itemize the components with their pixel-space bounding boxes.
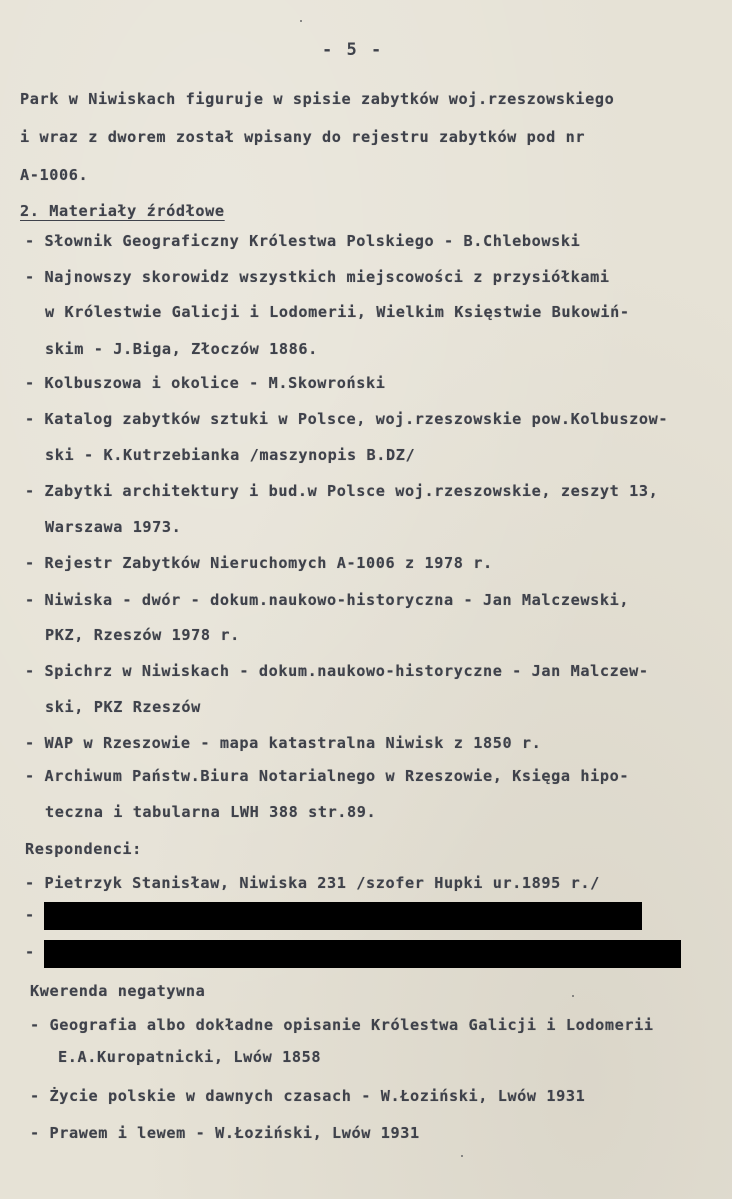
redaction-bar <box>44 902 642 930</box>
source-item: - Katalog zabytków sztuki w Polsce, woj.rzeszowskie pow.Kolbuszow- <box>25 410 669 428</box>
source-item-continuation: ski, PKZ Rzeszów <box>45 698 201 716</box>
source-item-continuation: skim - J.Biga, Złoczów 1886. <box>45 340 318 358</box>
negative-query-item: - Prawem i lewem - W.Łoziński, Lwów 1931 <box>30 1124 420 1142</box>
respondent-item-redacted: - <box>25 906 35 924</box>
negative-query-item: - Geografia albo dokładne opisanie Królestwa Galicji i Lodomerii <box>30 1016 654 1034</box>
paper-speck <box>572 995 574 997</box>
source-item: - Słownik Geograficzny Królestwa Polskiego - B.Chlebowski <box>25 232 581 250</box>
source-item-continuation: ski - K.Kutrzebianka /maszynopis B.DZ/ <box>45 446 416 464</box>
paper-speck <box>461 1155 463 1157</box>
source-item-continuation: PKZ, Rzeszów 1978 r. <box>45 626 240 644</box>
respondent-item-redacted: - <box>25 943 35 961</box>
paper-speck <box>300 20 302 22</box>
text-line: A-1006. <box>20 166 89 184</box>
page-number: - 5 - <box>322 40 384 60</box>
source-item-continuation: Warszawa 1973. <box>45 518 182 536</box>
source-item: - Zabytki architektury i bud.w Polsce woj.rzeszowskie, zeszyt 13, <box>25 482 659 500</box>
source-item: - Rejestr Zabytków Nieruchomych A-1006 z 1978 r. <box>25 554 493 572</box>
source-item: - Najnowszy skorowidz wszystkich miejscowości z przysiółkami <box>25 268 610 286</box>
respondents-heading: Respondenci: <box>25 840 142 858</box>
source-item: - Niwiska - dwór - dokum.naukowo-historyczna - Jan Malczewski, <box>25 591 630 609</box>
text-line: Park w Niwiskach figuruje w spisie zabytków woj.rzeszowskiego <box>20 90 615 108</box>
source-item-continuation: w Królestwie Galicji i Lodomerii, Wielkim Księstwie Bukowiń- <box>45 303 630 321</box>
redaction-bar <box>44 940 681 968</box>
source-item: - WAP w Rzeszowie - mapa katastralna Niwisk z 1850 r. <box>25 734 542 752</box>
negative-query-item-continuation: E.A.Kuropatnicki, Lwów 1858 <box>58 1048 322 1066</box>
text-line: i wraz z dworem został wpisany do rejestru zabytków pod nr <box>20 128 586 146</box>
negative-query-item: - Życie polskie w dawnych czasach - W.Łoziński, Lwów 1931 <box>30 1087 586 1105</box>
source-item-continuation: teczna i tabularna LWH 388 str.89. <box>45 803 377 821</box>
respondent-item: - Pietrzyk Stanisław, Niwiska 231 /szofer Hupki ur.1895 r./ <box>25 874 600 892</box>
section-heading: 2. Materiały źródłowe <box>20 202 225 220</box>
source-item: - Kolbuszowa i okolice - M.Skowroński <box>25 374 386 392</box>
source-item: - Spichrz w Niwiskach - dokum.naukowo-historyczne - Jan Malczew- <box>25 662 649 680</box>
negative-query-heading: Kwerenda negatywna <box>30 982 206 1000</box>
source-item: - Archiwum Państw.Biura Notarialnego w Rzeszowie, Księga hipo- <box>25 767 630 785</box>
